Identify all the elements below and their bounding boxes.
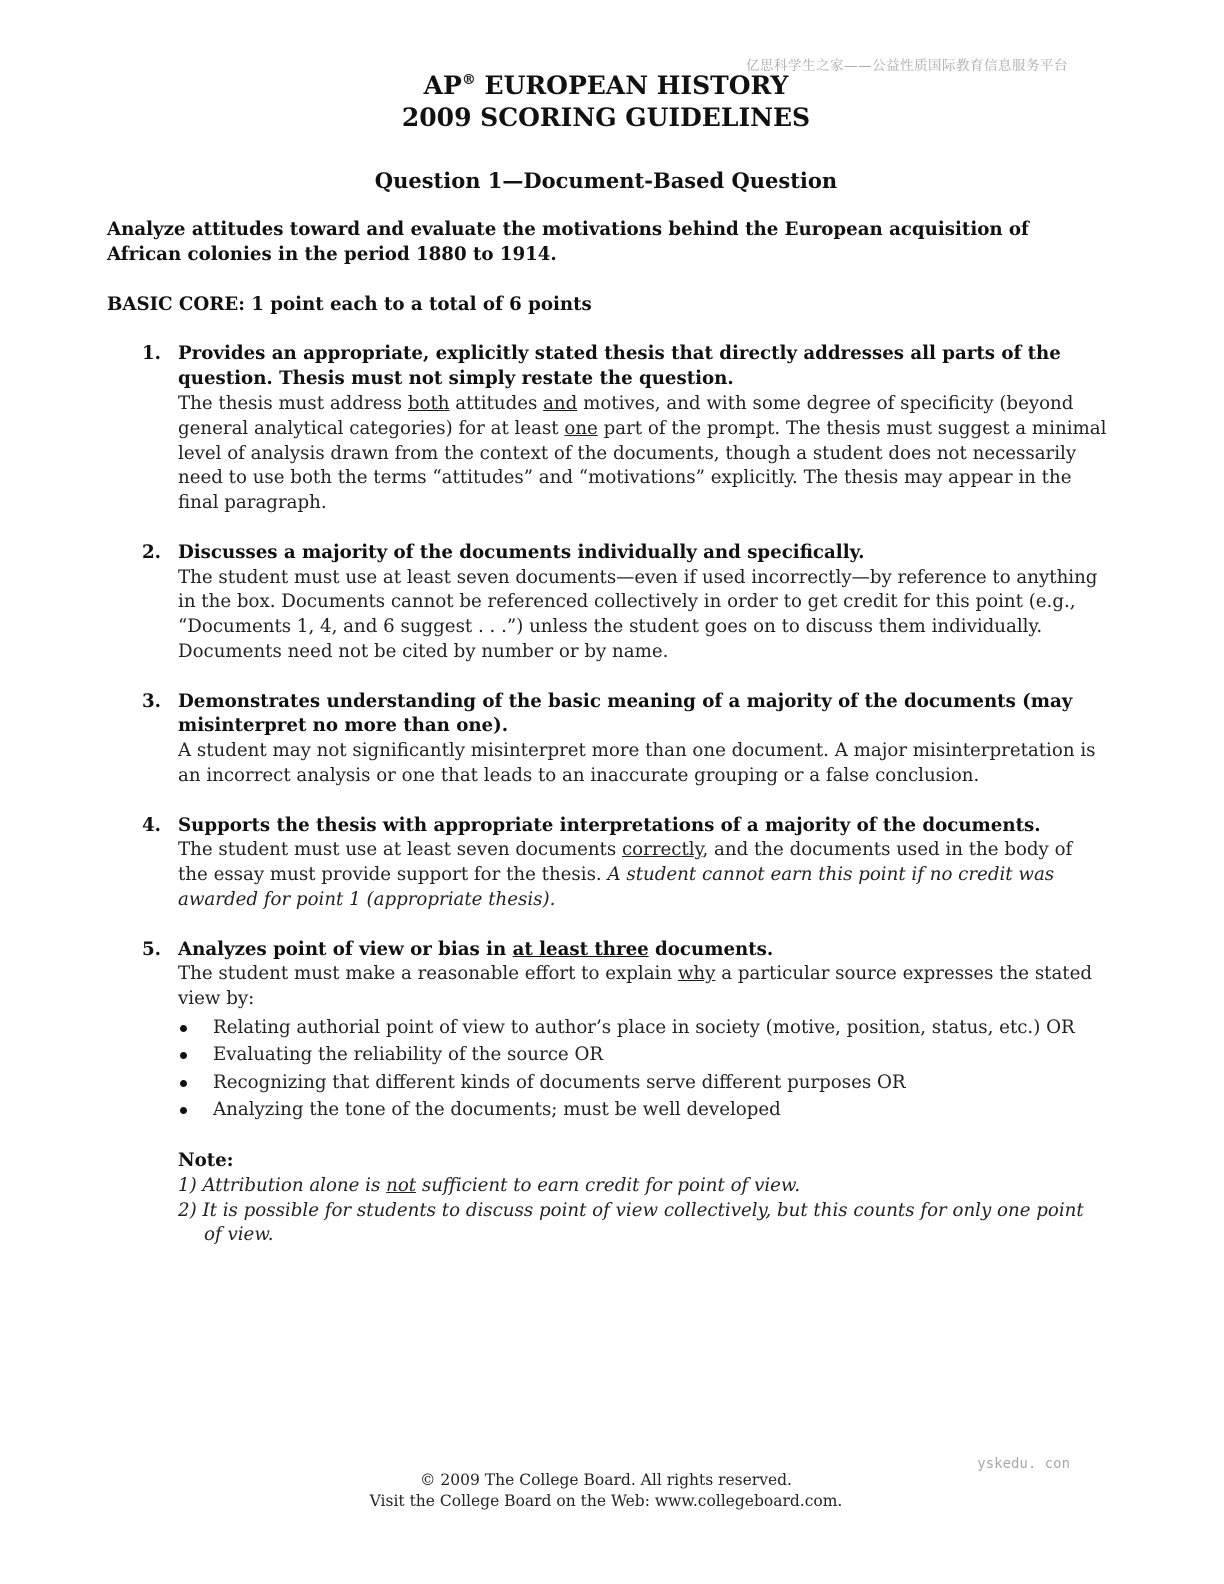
text-span: The student must use at least seven documents <box>178 839 622 861</box>
underlined-text: why <box>677 963 716 985</box>
list-item <box>178 1041 1107 1069</box>
item-number: 4. <box>142 814 161 836</box>
underlined-text: one <box>564 417 598 439</box>
item-body: A student may not significantly misinterpret more than one document. A major misinterpretation is an incorrect analysis or one that leads to an inaccurate grouping or a false conclusion. <box>178 740 1096 786</box>
copyright-text: © 2009 The College Board. All rights reserved. <box>420 1471 792 1489</box>
text-span: part of the prompt. The thesis must suggest a minimal level of analysis drawn from the context of the documents, though a student does not necessarily need to use both the terms “attitudes” and “motivations” explicitly. The thesis may appear in the final paragraph. <box>178 417 1107 514</box>
bullet-icon <box>180 1107 187 1114</box>
item-number: 2. <box>142 541 161 563</box>
prompt-line-2: African colonies in the period 1880 to 1914. <box>107 243 557 265</box>
item-number: 5. <box>142 938 161 960</box>
question-prompt <box>107 218 1107 268</box>
list-item <box>178 1096 1107 1124</box>
watermark-bottom: yskedu. con <box>977 1456 1070 1472</box>
text-span: a particular source expresses the stated view by: <box>178 963 1093 1010</box>
page-header <box>0 70 1212 134</box>
underlined-text: at least three <box>512 938 649 960</box>
bullet-icon <box>180 1080 187 1087</box>
text-span: sufficient to earn credit for point of view. <box>416 1174 801 1196</box>
text-span: The student must make a reasonable effort to explain <box>178 963 678 985</box>
list-item-text: Recognizing that different kinds of documents serve different purposes OR <box>213 1071 906 1093</box>
page-footer <box>0 1470 1212 1511</box>
item-heading: Supports the thesis with appropriate interpretations of a majority of the documents. <box>178 814 1041 836</box>
question-heading: Question 1—Document-Based Question <box>374 168 838 193</box>
prompt-line-1: Analyze attitudes toward and evaluate the motivations behind the European acquisition of <box>107 219 1029 240</box>
item-body: The student must use at least seven documents—even if used incorrectly—by reference to anything in the box. Documents cannot be referenced collectively in order to get credit for this point (e.g., “Documents 1, 4, and 6 suggest . . .”) unless the student goes on to discuss them individually. Documents need not be cited by number or by name. <box>178 566 1098 662</box>
bullet-icon <box>180 1052 187 1059</box>
note-line-2: 2) It is possible for students to discuss point of view collectively, but this counts for only one point <box>178 1199 1084 1221</box>
note-section <box>107 1149 1107 1248</box>
page-title-line2: 2009 SCORING GUIDELINES <box>401 103 811 132</box>
text-span: motives, and with some degree of specificity (beyond general analytical categories) for at least <box>178 392 1074 439</box>
list-item-text: Relating authorial point of view to author’s place in society (motive, position, status, etc.) OR <box>213 1016 1075 1038</box>
text-span: documents. <box>648 938 774 960</box>
item-body <box>178 392 1107 516</box>
underlined-text: not <box>386 1174 417 1196</box>
website-text: Visit the College Board on the Web: www.collegeboard.com. <box>369 1491 843 1510</box>
underlined-text: correctly <box>621 839 703 861</box>
item-number: 1. <box>142 343 161 365</box>
criterion-item-3 <box>107 690 1107 789</box>
note-line-2-continued: of view. <box>204 1224 274 1246</box>
document-body <box>107 218 1107 1248</box>
italic-text: A student cannot earn this point if no credit was awarded for point 1 (appropriate thesis). <box>178 864 1055 910</box>
bullet-icon <box>180 1025 187 1032</box>
criterion-item-2 <box>107 541 1107 665</box>
text-span: attitudes <box>449 392 544 414</box>
criterion-item-4 <box>107 814 1107 913</box>
note-label: Note: <box>178 1149 234 1171</box>
bullet-list <box>178 1014 1107 1124</box>
item-heading: Discusses a majority of the documents individually and specifically. <box>178 541 865 563</box>
text-span: Analyzes point of view or bias in <box>178 938 513 960</box>
item-heading: Provides an appropriate, explicitly stated thesis that directly addresses all parts of the question. Thesis must not simply restate the question. <box>178 343 1061 390</box>
item-heading: Demonstrates understanding of the basic meaning of a majority of the documents (may misinterpret no more than one). <box>178 690 1073 737</box>
watermark-top: 亿思科学生之家——公益性质国际教育信息服务平台 <box>746 58 1068 74</box>
underlined-text: and <box>543 392 578 414</box>
list-item-text: Evaluating the reliability of the source OR <box>213 1044 604 1066</box>
page-title <box>0 70 1212 102</box>
note-line-1 <box>178 1174 1107 1199</box>
title-prefix: AP <box>423 71 462 100</box>
text-span: The thesis must address <box>178 392 408 414</box>
text-span: , and the documents used in the body of the essay must provide support for the thesis. <box>178 839 1073 886</box>
criterion-item-1 <box>107 342 1107 516</box>
item-body <box>178 962 1107 1012</box>
registered-mark: ® <box>461 72 476 88</box>
underlined-text: both <box>407 392 450 414</box>
item-heading <box>178 938 1107 963</box>
text-span: 1) Attribution alone is <box>178 1174 387 1196</box>
item-number: 3. <box>142 690 161 712</box>
title-rest: EUROPEAN HISTORY <box>475 71 789 100</box>
basic-core-heading: BASIC CORE: 1 point each to a total of 6 points <box>107 293 592 315</box>
criterion-item-5 <box>107 938 1107 1124</box>
item-body <box>178 838 1107 912</box>
list-item <box>178 1069 1107 1097</box>
list-item-text: Analyzing the tone of the documents; must be well developed <box>213 1099 781 1121</box>
list-item <box>178 1014 1107 1042</box>
